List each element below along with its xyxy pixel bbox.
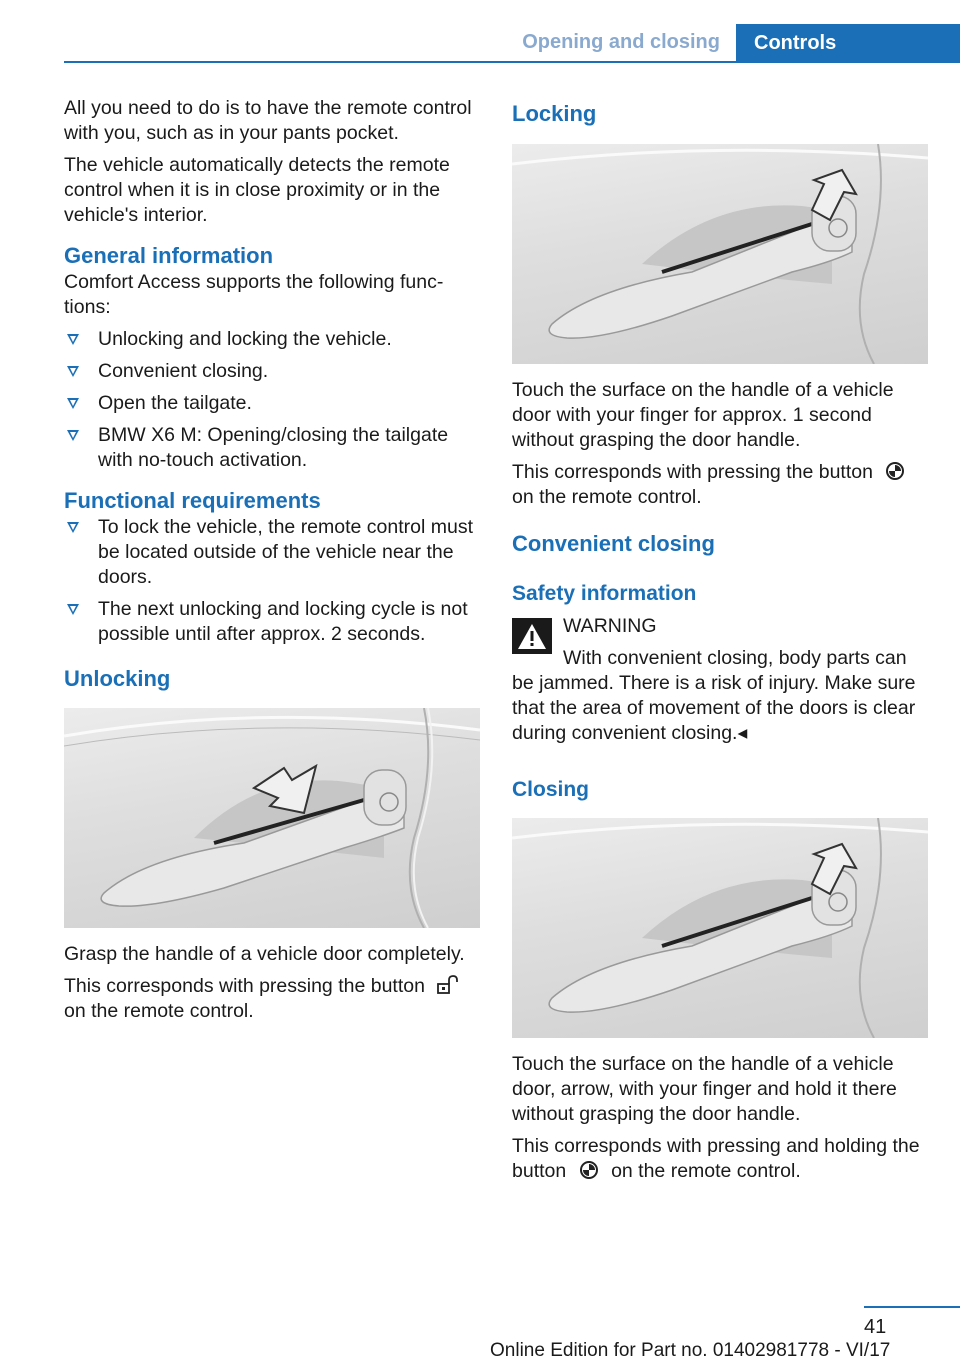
door-handle-touch-figure bbox=[512, 144, 928, 364]
edition-note: Online Edition for Part no. 01402981778 - VI/17 bbox=[490, 1340, 891, 1361]
closing-instruction: Touch the surface on the handle of a vehicle door, arrow, with your finger and hold it there without grasping the door handle. bbox=[512, 1053, 897, 1125]
chapter-tab: Controls bbox=[736, 24, 960, 63]
requirements-list bbox=[64, 515, 480, 647]
heading-functional-requirements: Functional requirements bbox=[64, 488, 321, 513]
heading-convenient-closing: Convenient closing bbox=[512, 531, 715, 556]
right-column bbox=[512, 100, 928, 1191]
page-number: 41 bbox=[864, 1316, 887, 1338]
heading-general-information: General information bbox=[64, 243, 274, 268]
bullet-triangle-icon bbox=[67, 604, 79, 615]
intro-paragraph-1: All you need to do is to have the remote control with you, such as in your pants pocket. bbox=[64, 97, 472, 144]
header-rule bbox=[64, 61, 960, 63]
heading-unlocking: Unlocking bbox=[64, 666, 171, 691]
functions-list bbox=[64, 327, 480, 473]
door-handle-hold-figure bbox=[512, 818, 928, 1038]
bullet-triangle-icon bbox=[67, 398, 79, 409]
bmw-roundel-icon bbox=[884, 461, 906, 481]
warning-title: WARNING bbox=[563, 615, 657, 637]
list-item: BMW X6 M: Opening/closing the tailgate with no-touch activation. bbox=[64, 423, 480, 473]
bullet-triangle-icon bbox=[67, 522, 79, 533]
bullet-triangle-icon bbox=[67, 366, 79, 377]
door-handle-grasp-figure bbox=[64, 708, 480, 928]
functions-intro: Comfort Access supports the following functions: bbox=[64, 271, 444, 318]
bullet-triangle-icon bbox=[67, 430, 79, 441]
warning-icon bbox=[512, 618, 552, 654]
left-column bbox=[64, 96, 480, 1031]
section-title: Opening and closing bbox=[522, 31, 720, 53]
intro-paragraph-2: The vehicle automatically detects the remote control when it is in close proximity or in the vehicle's interior. bbox=[64, 154, 450, 226]
list-item: Open the tailgate. bbox=[64, 391, 480, 416]
heading-closing: Closing bbox=[512, 778, 589, 801]
lock-button-note: This corresponds with pressing the button on the remote control. bbox=[512, 460, 928, 510]
list-item: To lock the vehicle, the remote control must be located outside of the vehicle near the doors. bbox=[64, 515, 480, 590]
lock-instruction: Touch the surface on the handle of a vehicle door with your finger for approx. 1 second without grasping the door handle. bbox=[512, 379, 894, 451]
closing-button-note: This corresponds with pressing and holding the button on the remote control. bbox=[512, 1135, 920, 1182]
list-item: The next unlocking and locking cycle is not possible until after approx. 2 seconds. bbox=[64, 597, 480, 647]
heading-safety-information: Safety information bbox=[512, 582, 697, 605]
heading-locking: Locking bbox=[512, 101, 597, 126]
warning-block bbox=[512, 614, 928, 746]
list-item: Unlocking and locking the vehicle. bbox=[64, 327, 480, 352]
unlock-instruction: Grasp the handle of a vehicle door completely. bbox=[64, 943, 465, 965]
unlock-button-note: This corresponds with pressing the button on the remote control. bbox=[64, 974, 480, 1024]
footer-rule bbox=[864, 1306, 960, 1308]
warning-text: With convenient closing, body parts can be jammed. There is a risk of injury. Make sure that the area of movement of the doors is clear during convenient closing.◂ bbox=[512, 647, 916, 744]
list-item: Convenient closing. bbox=[64, 359, 480, 384]
bmw-roundel-icon bbox=[578, 1160, 600, 1180]
unlock-icon bbox=[436, 975, 458, 995]
bullet-triangle-icon bbox=[67, 334, 79, 345]
